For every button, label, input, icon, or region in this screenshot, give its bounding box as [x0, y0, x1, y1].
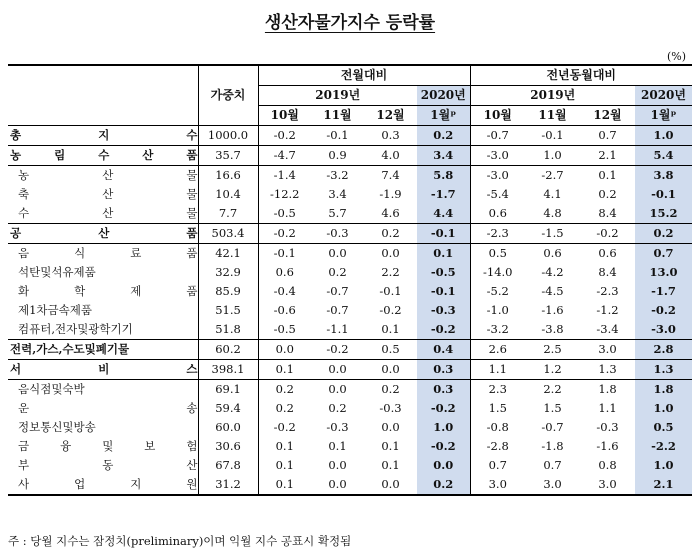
weight-cell: 69.1: [198, 380, 258, 400]
yoy-cell: -1.0: [470, 301, 525, 320]
yoy-cell: -2.3: [470, 224, 525, 244]
mom-cell: 0.2: [364, 224, 417, 244]
weight-cell: 7.7: [198, 204, 258, 224]
mom-cell: 0.3: [417, 360, 470, 380]
yoy-cell: 1.3: [580, 360, 635, 380]
yoy-cell: 2.8: [635, 340, 692, 360]
mom-cell: 2.2: [381, 265, 400, 279]
table-row: [8, 204, 692, 224]
yoy-cell: -4.5: [541, 284, 564, 298]
mom-cell: -1.7: [417, 185, 470, 204]
mom-cell: 1.0: [417, 418, 470, 437]
yoy-cell: 0.6: [598, 246, 617, 260]
yoy-cell: -3.0: [470, 166, 525, 186]
yoy-cell: -1.6: [541, 303, 564, 317]
mom-cell: 4.0: [364, 146, 417, 166]
yoy-cell: -2.8: [470, 437, 525, 456]
mom-month-10: 10월: [258, 106, 311, 126]
table-row: [8, 380, 692, 400]
table-row: [8, 340, 692, 360]
table-row: [8, 475, 692, 495]
mom-cell: 0.9: [311, 146, 364, 166]
row-label: 석탄및석유제품: [18, 265, 96, 279]
mom-header: 전월대비: [258, 65, 470, 86]
mom-cell: 4.4: [417, 204, 470, 224]
weight-cell: 32.9: [198, 263, 258, 282]
table-row: [8, 263, 692, 282]
row-label: 사 업 지 원: [8, 475, 198, 495]
yoy-cell: -1.7: [635, 282, 692, 301]
yoy-cell: -3.0: [635, 320, 692, 340]
mom-cell: -0.3: [326, 420, 349, 434]
table-row: [8, 185, 692, 204]
row-label: 농 림 수 산 품: [8, 146, 198, 166]
yoy-month-12: 12월: [593, 108, 622, 122]
yoy-cell: -0.8: [470, 418, 525, 437]
yoy-month-10: 10월: [470, 106, 525, 126]
mom-cell: 0.0: [381, 246, 400, 260]
yoy-cell: 1.8: [598, 382, 617, 396]
yoy-cell: 2.1: [635, 475, 692, 495]
row-label: 서 비 스: [8, 360, 198, 380]
yoy-cell: 2.2: [543, 382, 562, 396]
row-label: 정보통신및방송: [18, 420, 96, 434]
mom-cell: 0.1: [258, 475, 311, 495]
yoy-cell: 0.2: [598, 187, 617, 201]
yoy-cell: 0.7: [580, 126, 635, 146]
mom-cell: 0.0: [311, 360, 364, 380]
table-row: [8, 244, 692, 264]
yoy-header: 전년동월대비: [470, 65, 692, 86]
mom-cell: 3.4: [417, 146, 470, 166]
footnote: 주 : 당월 지수는 잠정치(preliminary)이며 익월 지수 공표시 확정됨: [8, 534, 352, 548]
mom-cell: 0.2: [417, 126, 470, 146]
yoy-cell: -1.6: [596, 439, 619, 453]
yoy-cell: 2.5: [525, 340, 580, 360]
yoy-cell: -3.8: [541, 322, 564, 336]
page-title: 생산자물가지수 등락률: [264, 13, 436, 33]
yoy-cell: 0.6: [470, 204, 525, 224]
yoy-cell: 15.2: [635, 204, 692, 224]
mom-cell: 0.6: [258, 263, 311, 282]
weight-cell: 42.1: [198, 244, 258, 264]
weight-cell: 67.8: [198, 456, 258, 475]
yoy-cell: 1.1: [598, 401, 617, 415]
mom-cell: -0.2: [417, 399, 470, 418]
table-row: [8, 456, 692, 475]
mom-cell: 3.4: [328, 187, 347, 201]
yoy-cell: 8.4: [598, 265, 617, 279]
mom-cell: 0.5: [364, 340, 417, 360]
category-header: [8, 65, 198, 126]
yoy-cell: -5.2: [470, 282, 525, 301]
yoy-cell: -3.4: [596, 322, 619, 336]
mom-cell: -0.1: [417, 224, 470, 244]
yoy-cell: 0.2: [635, 224, 692, 244]
weight-cell: 31.2: [198, 475, 258, 495]
mom-cell: -1.9: [379, 187, 402, 201]
weight-cell: 60.2: [198, 340, 258, 360]
mom-cell: 0.2: [258, 399, 311, 418]
yoy-cell: 3.0: [580, 475, 635, 495]
mom-cell: -0.2: [258, 126, 311, 146]
yoy-cell: -1.5: [525, 224, 580, 244]
weight-cell: 51.8: [198, 320, 258, 340]
yoy-cell: -0.7: [470, 126, 525, 146]
row-label: 운 송: [18, 401, 198, 415]
mom-cell: -1.4: [258, 166, 311, 186]
mom-cell: 0.2: [328, 265, 347, 279]
yoy-cell: 0.5: [470, 244, 525, 264]
yoy-cell: 3.0: [580, 340, 635, 360]
yoy-cell: 8.4: [598, 206, 617, 220]
mom-cell: 5.7: [328, 206, 347, 220]
yoy-cell: 1.0: [525, 146, 580, 166]
yoy-year-2019: 2019년: [470, 86, 635, 106]
mom-cell: -12.2: [258, 185, 311, 204]
mom-cell: 0.2: [381, 382, 400, 396]
mom-cell: -0.2: [311, 340, 364, 360]
yoy-cell: 0.6: [543, 246, 562, 260]
mom-cell: -0.3: [417, 301, 470, 320]
yoy-cell: -1.2: [596, 303, 619, 317]
yoy-cell: 1.0: [635, 399, 692, 418]
weight-cell: 51.5: [198, 301, 258, 320]
yoy-cell: -0.2: [635, 301, 692, 320]
mom-cell: -0.3: [379, 401, 402, 415]
mom-cell: 0.0: [328, 382, 347, 396]
row-label: 축 산 물: [18, 187, 198, 201]
yoy-cell: -4.2: [541, 265, 564, 279]
yoy-cell: 2.6: [470, 340, 525, 360]
table-row: [8, 166, 692, 186]
yoy-cell: -0.1: [635, 185, 692, 204]
yoy-cell: 5.4: [635, 146, 692, 166]
yoy-cell: -14.0: [470, 263, 525, 282]
mom-cell: 0.0: [364, 360, 417, 380]
mom-cell: -0.1: [258, 244, 311, 264]
mom-cell: -0.7: [326, 284, 349, 298]
row-label: 농 산 물: [18, 168, 198, 182]
mom-cell: -0.1: [417, 282, 470, 301]
mom-year-2019: 2019년: [258, 86, 417, 106]
mom-cell: 0.3: [364, 126, 417, 146]
table-body: [8, 126, 692, 496]
mom-cell: 0.0: [311, 475, 364, 495]
mom-cell: 0.1: [381, 439, 400, 453]
mom-cell: 0.1: [328, 439, 347, 453]
mom-cell: 0.0: [328, 246, 347, 260]
mom-cell: -0.2: [379, 303, 402, 317]
mom-cell: -0.3: [311, 224, 364, 244]
yoy-cell: 0.5: [635, 418, 692, 437]
unit-label: (%): [666, 50, 686, 63]
yoy-cell: 0.7: [543, 458, 562, 472]
mom-cell: -0.5: [258, 320, 311, 340]
row-label: 전력,가스,수도및폐기물: [8, 340, 198, 360]
yoy-cell: 0.1: [598, 168, 617, 182]
row-label: 부 동 산: [18, 458, 198, 472]
mom-cell: 0.1: [417, 244, 470, 264]
yoy-cell: -0.2: [580, 224, 635, 244]
yoy-cell: -2.2: [635, 437, 692, 456]
yoy-cell: 3.0: [470, 475, 525, 495]
table-row: [8, 224, 692, 244]
yoy-cell: 2.1: [580, 146, 635, 166]
mom-cell: -0.2: [417, 320, 470, 340]
mom-cell: 0.1: [381, 458, 400, 472]
yoy-cell: 1.0: [635, 456, 692, 475]
yoy-cell: -5.4: [470, 185, 525, 204]
yoy-cell: 1.5: [543, 401, 562, 415]
table-row: [8, 360, 692, 380]
mom-cell: -0.5: [258, 204, 311, 224]
table-row: [8, 418, 692, 437]
yoy-cell: 4.8: [543, 206, 562, 220]
yoy-cell: 3.0: [525, 475, 580, 495]
yoy-cell: -2.7: [541, 168, 564, 182]
row-label: 공 산 품: [8, 224, 198, 244]
mom-cell: 0.1: [381, 322, 400, 336]
table-row: [8, 301, 692, 320]
table-row: [8, 399, 692, 418]
mom-cell: 0.1: [258, 437, 311, 456]
ppi-table: [8, 64, 692, 496]
mom-cell: 0.0: [364, 475, 417, 495]
mom-cell: 0.2: [328, 401, 347, 415]
row-label: 컴퓨터,전자및광학기기: [18, 322, 133, 336]
weight-cell: 35.7: [198, 146, 258, 166]
row-label: 총 지 수: [8, 126, 198, 146]
mom-cell: -3.2: [326, 168, 349, 182]
mom-month-1p: 1월ᵖ: [417, 106, 470, 126]
row-label: 음 식 료 품: [18, 246, 198, 260]
yoy-month-1p: 1월ᵖ: [635, 106, 692, 126]
yoy-cell: -3.2: [470, 320, 525, 340]
yoy-cell: 1.0: [635, 126, 692, 146]
mom-cell: 7.4: [381, 168, 400, 182]
mom-month-11: 11월: [323, 108, 352, 122]
yoy-cell: 1.1: [470, 360, 525, 380]
mom-cell: 0.4: [417, 340, 470, 360]
mom-cell: 0.0: [328, 458, 347, 472]
mom-cell: 5.8: [417, 166, 470, 186]
mom-cell: -4.7: [258, 146, 311, 166]
weight-header: 가중치: [198, 65, 258, 126]
table-row: [8, 437, 692, 456]
yoy-cell: -0.7: [541, 420, 564, 434]
weight-cell: 85.9: [198, 282, 258, 301]
weight-cell: 60.0: [198, 418, 258, 437]
mom-cell: 0.2: [258, 380, 311, 400]
mom-cell: -0.7: [326, 303, 349, 317]
weight-cell: 503.4: [198, 224, 258, 244]
row-label: 금 융 및 보 험: [18, 439, 198, 453]
row-label: 수 산 물: [18, 206, 198, 220]
table-row: [8, 320, 692, 340]
mom-cell: 0.0: [381, 420, 400, 434]
yoy-cell: -3.0: [470, 146, 525, 166]
weight-cell: 16.6: [198, 166, 258, 186]
mom-cell: -0.1: [379, 284, 402, 298]
yoy-cell: 3.8: [635, 166, 692, 186]
mom-year-2020: 2020년: [417, 86, 470, 106]
mom-month-12: 12월: [376, 108, 405, 122]
mom-cell: 4.6: [381, 206, 400, 220]
yoy-cell: -1.8: [541, 439, 564, 453]
row-label: 화 학 제 품: [18, 284, 198, 298]
yoy-cell: 0.7: [470, 456, 525, 475]
mom-cell: -0.5: [417, 263, 470, 282]
table-row: [8, 126, 692, 146]
mom-cell: 0.0: [417, 456, 470, 475]
mom-cell: 0.1: [258, 360, 311, 380]
yoy-cell: 13.0: [635, 263, 692, 282]
yoy-cell: 0.7: [635, 244, 692, 264]
table-row: [8, 146, 692, 166]
mom-cell: -0.4: [258, 282, 311, 301]
yoy-cell: 1.3: [635, 360, 692, 380]
table-row: [8, 282, 692, 301]
mom-cell: 0.3: [417, 380, 470, 400]
yoy-cell: 0.8: [598, 458, 617, 472]
weight-cell: 59.4: [198, 399, 258, 418]
weight-cell: 30.6: [198, 437, 258, 456]
mom-cell: -0.2: [417, 437, 470, 456]
weight-cell: 10.4: [198, 185, 258, 204]
weight-cell: 1000.0: [198, 126, 258, 146]
mom-cell: 0.0: [258, 340, 311, 360]
yoy-cell: -2.3: [596, 284, 619, 298]
yoy-cell: -0.1: [525, 126, 580, 146]
yoy-cell: 2.3: [470, 380, 525, 400]
mom-cell: 0.1: [258, 456, 311, 475]
row-label: 음식점및숙박: [18, 382, 85, 396]
yoy-cell: 4.1: [543, 187, 562, 201]
mom-cell: -0.2: [258, 224, 311, 244]
yoy-year-2020: 2020년: [635, 86, 692, 106]
mom-cell: -0.6: [258, 301, 311, 320]
yoy-cell: 1.2: [525, 360, 580, 380]
yoy-cell: -0.3: [596, 420, 619, 434]
row-label: 제1차금속제품: [18, 303, 92, 317]
yoy-cell: 1.5: [470, 399, 525, 418]
yoy-cell: 1.8: [635, 380, 692, 400]
mom-cell: 0.2: [417, 475, 470, 495]
weight-cell: 398.1: [198, 360, 258, 380]
mom-cell: -0.2: [258, 418, 311, 437]
mom-cell: -1.1: [326, 322, 349, 336]
mom-cell: -0.1: [311, 126, 364, 146]
yoy-month-11: 11월: [538, 108, 567, 122]
